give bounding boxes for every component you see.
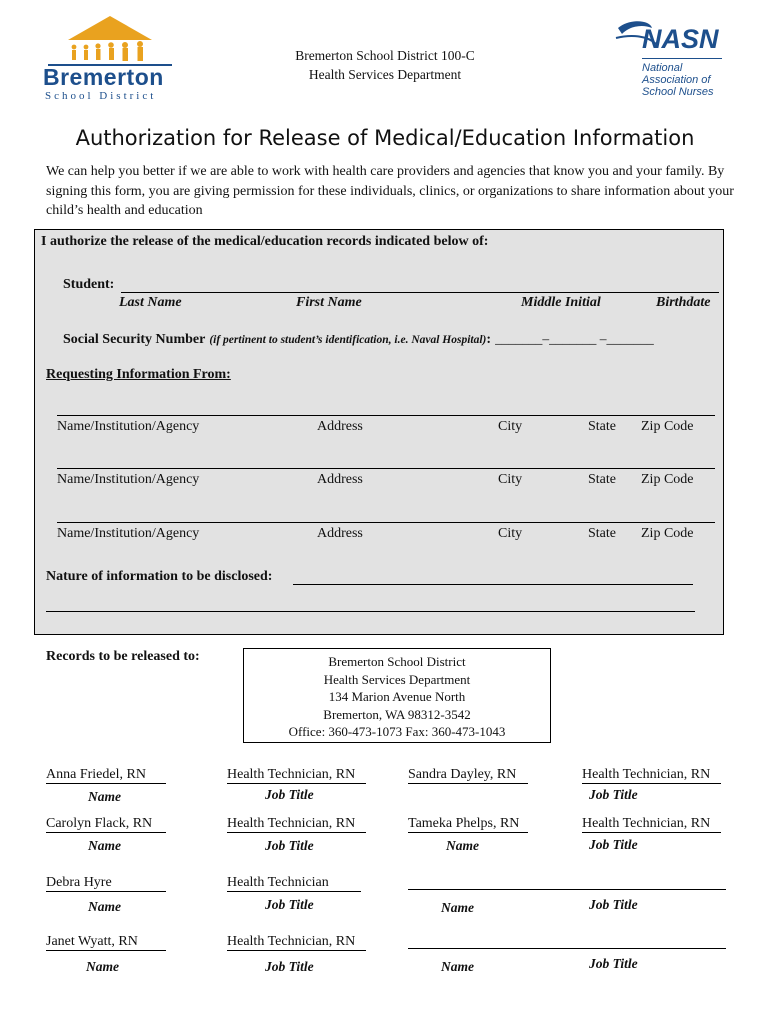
address-line-4: Bremerton, WA 98312-3542 bbox=[323, 706, 471, 722]
staff-4-name: Janet Wyatt, RN bbox=[46, 934, 138, 949]
staff-6-name-line bbox=[408, 832, 528, 833]
agency-1-address-caption: Address bbox=[317, 419, 363, 434]
staff-5-title: Health Technician, RN bbox=[582, 767, 711, 782]
bremerton-district-logo bbox=[40, 12, 180, 104]
staff-2-title: Health Technician, RN bbox=[227, 816, 356, 831]
staff-4-title-line bbox=[227, 950, 366, 951]
agency-1-zip-caption: Zip Code bbox=[641, 419, 694, 434]
release-address-box bbox=[243, 648, 551, 743]
nasn-line-1: National bbox=[642, 62, 683, 74]
blank-staff-1-title-caption: Job Title bbox=[589, 897, 638, 912]
agency-2-city-caption: City bbox=[498, 472, 523, 487]
address-line-5: Office: 360-473-1073 Fax: 360-473-1043 bbox=[288, 724, 506, 740]
nasn-rule bbox=[642, 58, 722, 59]
staff-1-name-caption: Name bbox=[88, 789, 121, 804]
ssn-label: Social Security Number bbox=[63, 332, 206, 347]
first-name-caption: First Name bbox=[296, 295, 362, 310]
agency-1-city-caption: City bbox=[498, 419, 523, 434]
nasn-line-3: School Nurses bbox=[642, 86, 714, 98]
staff-3-name-line bbox=[46, 891, 166, 892]
staff-3-name: Debra Hyre bbox=[46, 875, 112, 890]
requesting-heading: Requesting Information From: bbox=[46, 367, 231, 382]
agency-3-city-caption: City bbox=[498, 526, 523, 541]
student-label: Student: bbox=[63, 277, 115, 292]
schoolhouse-roof-icon bbox=[40, 12, 180, 72]
staff-2-title-caption: Job Title bbox=[265, 838, 314, 853]
nature-field[interactable] bbox=[293, 584, 693, 585]
agency-1-state-caption: State bbox=[588, 419, 616, 434]
form-title: Authorization for Release of Medical/Education Information bbox=[75, 126, 695, 150]
staff-5-title-caption: Job Title bbox=[589, 787, 638, 802]
blank-staff-1-name-caption: Name bbox=[441, 900, 474, 915]
nasn-line-2: Association of bbox=[642, 74, 711, 86]
staff-6-title-caption: Job Title bbox=[589, 837, 638, 852]
agency-2-state-caption: State bbox=[588, 472, 616, 487]
agency-3-zip-caption: Zip Code bbox=[641, 526, 694, 541]
staff-1-title-caption: Job Title bbox=[265, 787, 314, 802]
blank-staff-2-name-caption: Name bbox=[441, 959, 474, 974]
staff-5-name: Sandra Dayley, RN bbox=[408, 767, 517, 782]
agency-3-state-caption: State bbox=[588, 526, 616, 541]
staff-3-title-line bbox=[227, 891, 361, 892]
staff-1-name-line bbox=[46, 783, 166, 784]
staff-1-title: Health Technician, RN bbox=[227, 767, 356, 782]
last-name-caption: Last Name bbox=[119, 295, 182, 310]
address-line-1: Bremerton School District bbox=[328, 654, 466, 669]
agency-1-name-caption: Name/Institution/Agency bbox=[57, 419, 200, 434]
staff-4-name-caption: Name bbox=[86, 959, 119, 974]
intro-paragraph: We can help you better if we are able to work with health care providers and agencies that know you and your family. By signing this form, you are giving permission for these individuals, clinics, or organizations to share information about your child’s health and education bbox=[46, 164, 734, 218]
staff-3-title-caption: Job Title bbox=[265, 897, 314, 912]
staff-3-title: Health Technician bbox=[227, 875, 329, 890]
staff-5-name-line bbox=[408, 783, 528, 784]
nature-label: Nature of information to be disclosed: bbox=[46, 569, 273, 584]
department-name: Health Services Department bbox=[308, 67, 462, 82]
staff-5-title-line bbox=[582, 783, 721, 784]
nasn-logo bbox=[612, 14, 722, 96]
logo-subtitle: School District bbox=[45, 90, 157, 102]
blank-staff-1-field[interactable] bbox=[408, 889, 726, 890]
agency-1-field[interactable] bbox=[57, 415, 715, 416]
staff-6-name: Tameka Phelps, RN bbox=[408, 816, 520, 831]
district-header bbox=[230, 46, 540, 84]
agency-2-zip-caption: Zip Code bbox=[641, 472, 694, 487]
nasn-acronym: NASN bbox=[642, 24, 719, 54]
ssn-note: (if pertinent to student’s identification, i.e. Naval Hospital) bbox=[209, 334, 487, 346]
blank-staff-2-title-caption: Job Title bbox=[589, 956, 638, 971]
staff-2-name-caption: Name bbox=[88, 838, 121, 853]
nature-field-line-2[interactable] bbox=[46, 611, 695, 612]
logo-wordmark: Bremerton bbox=[43, 64, 164, 90]
address-line-3: 134 Marion Avenue North bbox=[328, 689, 466, 705]
birthdate-caption: Birthdate bbox=[656, 295, 711, 310]
student-name-field[interactable] bbox=[121, 292, 719, 293]
district-name: Bremerton School District 100-C bbox=[295, 48, 475, 63]
authorize-heading: I authorize the release of the medical/education records indicated below of: bbox=[41, 234, 489, 249]
ssn-row bbox=[63, 330, 654, 348]
staff-6-name-caption: Name bbox=[446, 838, 479, 853]
staff-2-name: Carolyn Flack, RN bbox=[46, 816, 153, 831]
blank-staff-2-field[interactable] bbox=[408, 948, 726, 949]
staff-4-title: Health Technician, RN bbox=[227, 934, 356, 949]
staff-2-name-line bbox=[46, 832, 166, 833]
records-label: Records to be released to: bbox=[46, 649, 200, 664]
agency-2-name-caption: Name/Institution/Agency bbox=[57, 472, 200, 487]
agency-3-address-caption: Address bbox=[317, 526, 363, 541]
staff-4-name-line bbox=[46, 950, 166, 951]
authorization-box bbox=[34, 229, 724, 635]
middle-initial-caption: Middle Initial bbox=[521, 295, 601, 310]
agency-2-field[interactable] bbox=[57, 468, 715, 469]
staff-2-title-line bbox=[227, 832, 366, 833]
staff-6-title-line bbox=[582, 832, 721, 833]
ssn-colon: : bbox=[486, 332, 492, 347]
address-line-2: Health Services Department bbox=[323, 671, 471, 687]
staff-1-name: Anna Friedel, RN bbox=[46, 767, 146, 782]
agency-2-address-caption: Address bbox=[317, 472, 363, 487]
agency-3-name-caption: Name/Institution/Agency bbox=[57, 526, 200, 541]
agency-3-field[interactable] bbox=[57, 522, 715, 523]
staff-6-title: Health Technician, RN bbox=[582, 816, 711, 831]
staff-4-title-caption: Job Title bbox=[265, 959, 314, 974]
ssn-input[interactable]: _______–_______ –_______ bbox=[495, 331, 654, 346]
staff-1-title-line bbox=[227, 783, 366, 784]
staff-3-name-caption: Name bbox=[88, 899, 121, 914]
